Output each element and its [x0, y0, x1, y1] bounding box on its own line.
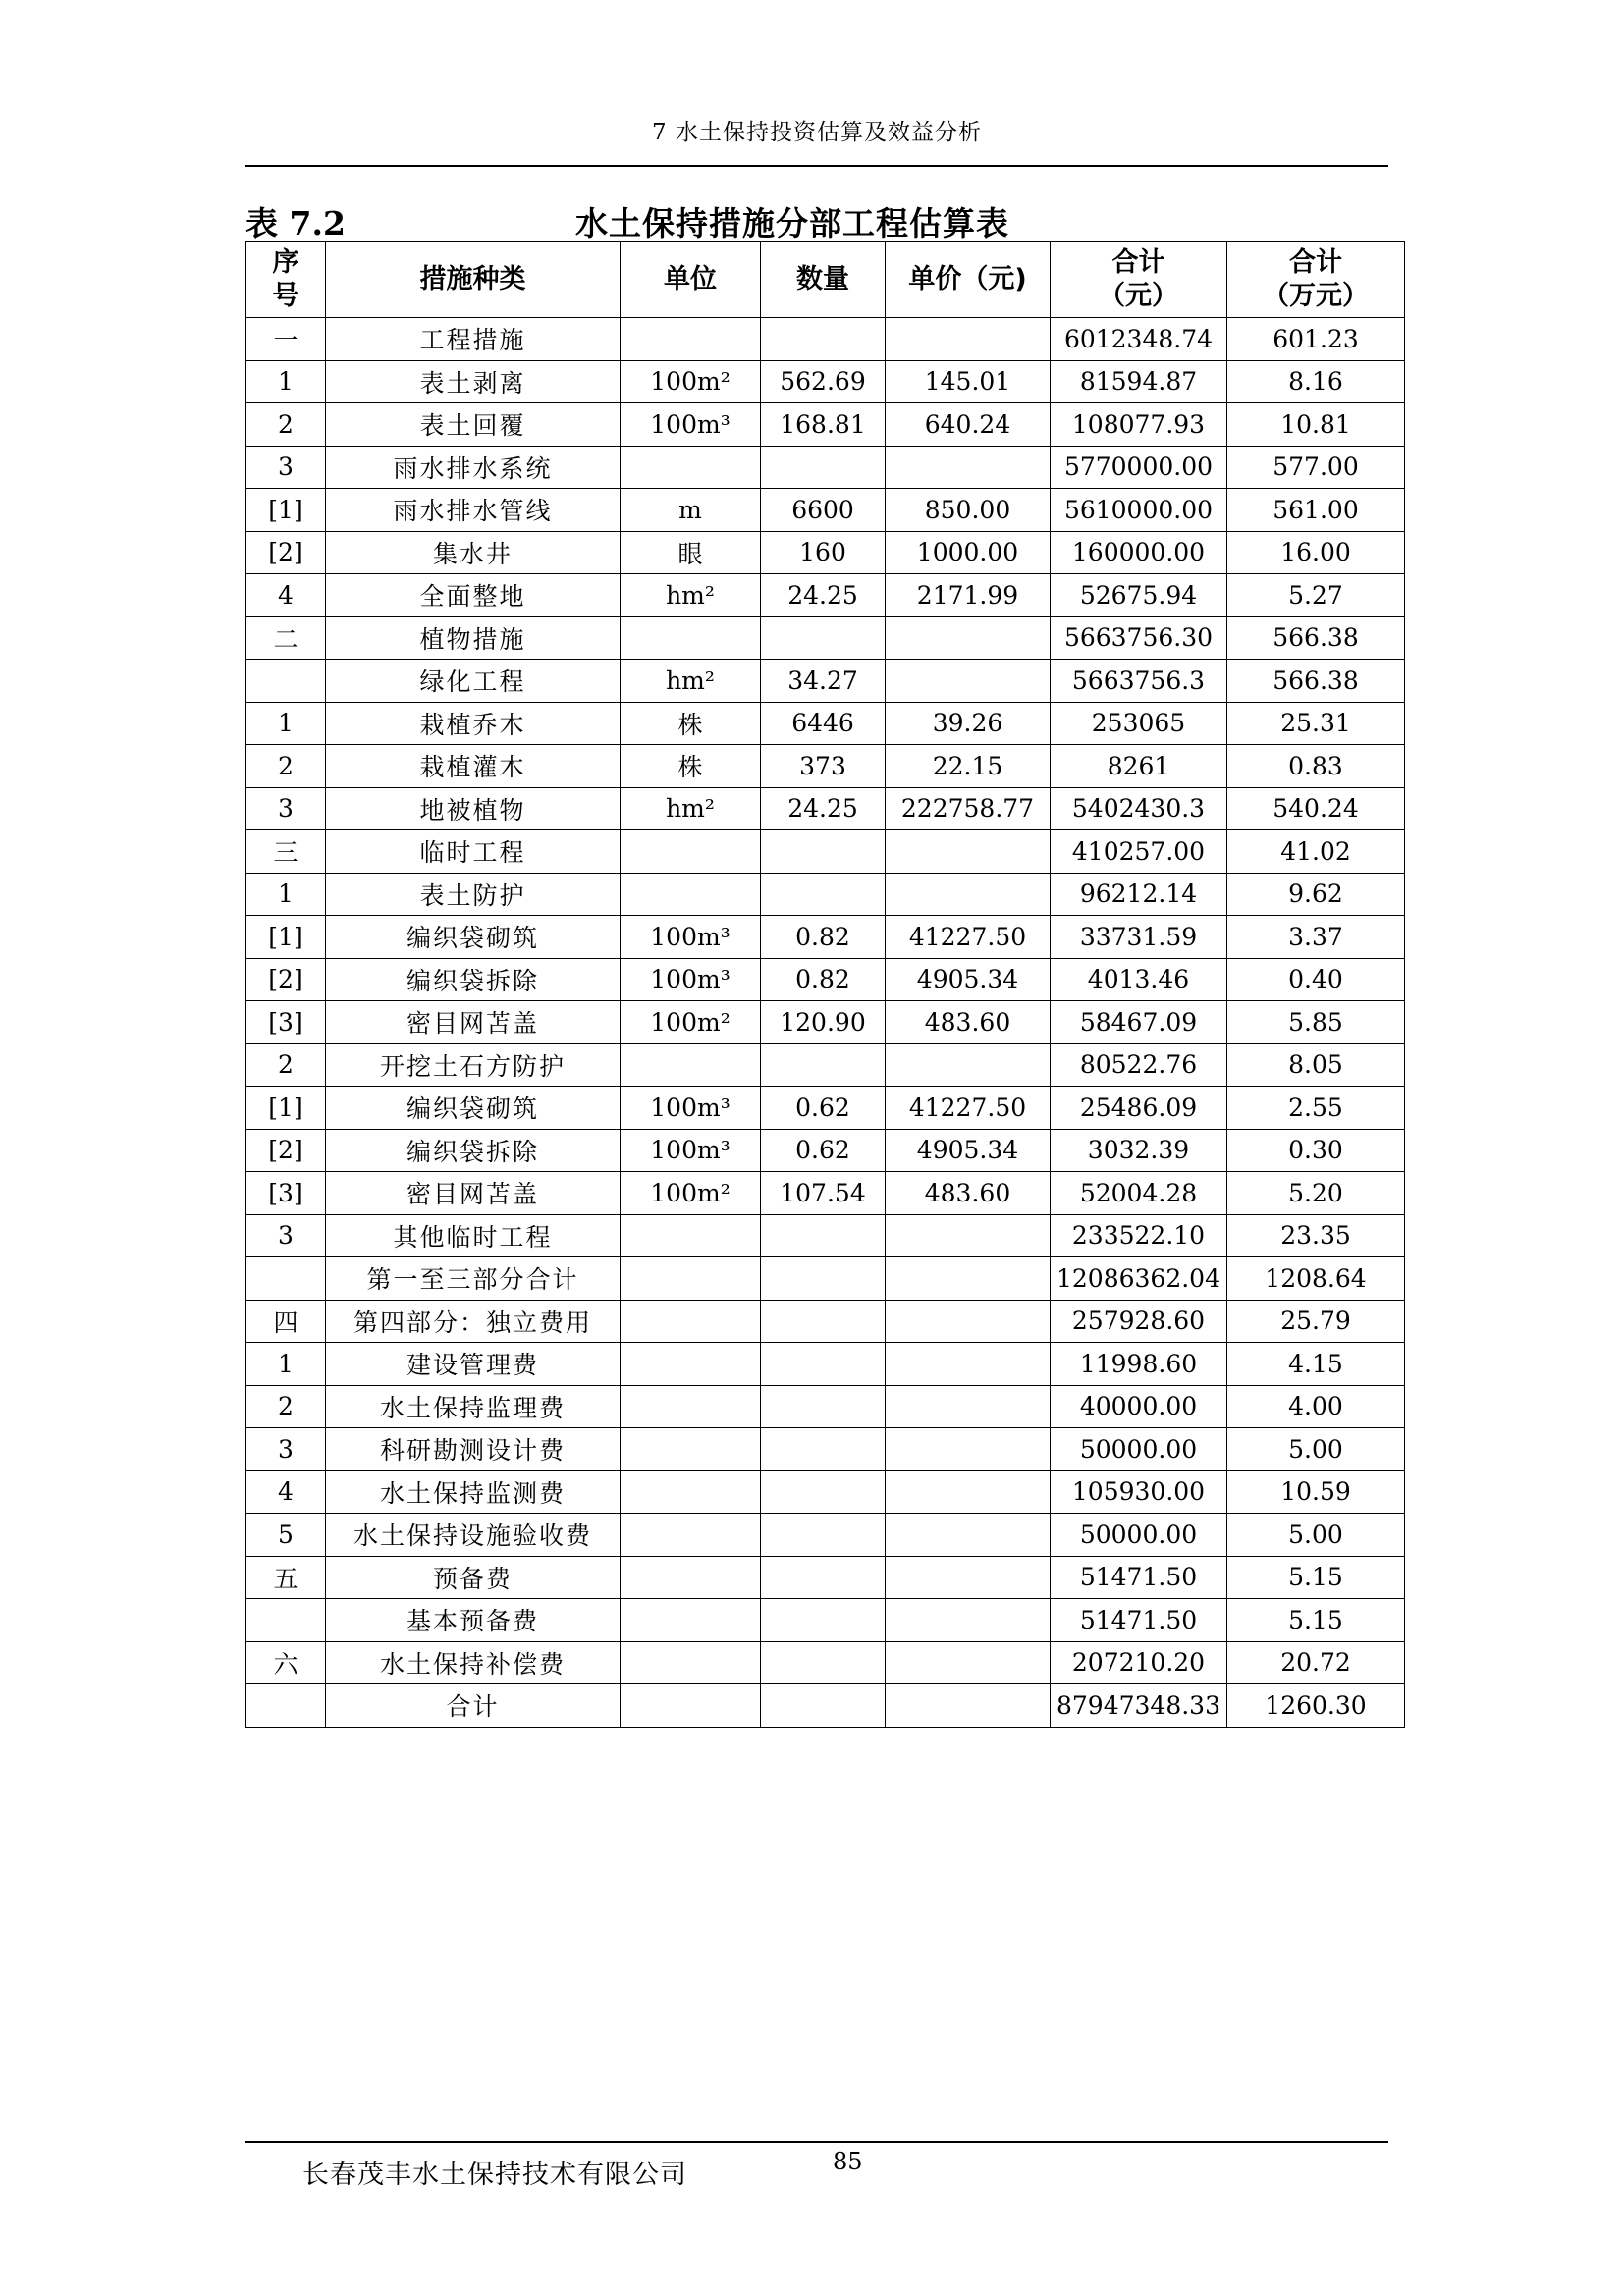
cell-measure-name: 水土保持设施验收费 — [326, 1514, 621, 1557]
header-total-yuan — [1051, 242, 1227, 318]
table-row — [246, 318, 1405, 361]
cell-quantity: 168.81 — [761, 403, 886, 447]
cell-seq: 2 — [246, 1043, 326, 1087]
cell-unit: 100m³ — [621, 1129, 761, 1172]
cell-unit-price: 4905.34 — [886, 1129, 1051, 1172]
cell-total-wan: 9.62 — [1227, 873, 1405, 916]
footer-rule — [245, 2141, 1388, 2143]
table-row — [246, 1043, 1405, 1087]
cell-unit — [621, 1043, 761, 1087]
cell-seq: [3] — [246, 1001, 326, 1044]
cell-total-yuan: 50000.00 — [1051, 1514, 1227, 1557]
cell-quantity — [761, 830, 886, 874]
cell-unit-price — [886, 1343, 1051, 1386]
cell-seq — [246, 660, 326, 703]
header-text: 单位 — [664, 264, 717, 294]
cell-unit-price: 39.26 — [886, 702, 1051, 745]
cell-quantity — [761, 1556, 886, 1599]
cell-total-yuan: 52004.28 — [1051, 1172, 1227, 1215]
cell-total-yuan: 51471.50 — [1051, 1556, 1227, 1599]
header-quantity — [761, 242, 886, 318]
cell-unit: 100m² — [621, 360, 761, 403]
table-row — [246, 1470, 1405, 1514]
cell-quantity: 0.62 — [761, 1129, 886, 1172]
cell-quantity: 373 — [761, 745, 886, 788]
cell-unit: 株 — [621, 702, 761, 745]
cell-measure-name: 密目网苫盖 — [326, 1001, 621, 1044]
cell-unit-price — [886, 318, 1051, 361]
cell-unit: 100m³ — [621, 1087, 761, 1130]
cell-measure-name: 第四部分：独立费用 — [326, 1300, 621, 1343]
cell-unit-price — [886, 446, 1051, 489]
cell-total-yuan: 25486.09 — [1051, 1087, 1227, 1130]
cell-seq: 六 — [246, 1641, 326, 1684]
header-row — [246, 242, 1405, 318]
table-row — [246, 916, 1405, 959]
cell-measure-name: 基本预备费 — [326, 1599, 621, 1642]
cell-total-wan: 5.00 — [1227, 1428, 1405, 1471]
cell-total-wan: 3.37 — [1227, 916, 1405, 959]
table-row — [246, 1214, 1405, 1257]
cell-unit: 100m² — [621, 1172, 761, 1215]
table-row — [246, 873, 1405, 916]
cell-seq: 3 — [246, 1214, 326, 1257]
cell-total-yuan: 51471.50 — [1051, 1599, 1227, 1642]
cell-seq — [246, 1684, 326, 1728]
table-row — [246, 403, 1405, 447]
cell-measure-name: 密目网苫盖 — [326, 1172, 621, 1215]
cell-unit-price: 41227.50 — [886, 1087, 1051, 1130]
cell-total-wan: 23.35 — [1227, 1214, 1405, 1257]
cell-quantity: 6446 — [761, 702, 886, 745]
table-row — [246, 1641, 1405, 1684]
cell-unit-price — [886, 1641, 1051, 1684]
cell-total-yuan: 5770000.00 — [1051, 446, 1227, 489]
cell-unit-price: 22.15 — [886, 745, 1051, 788]
cell-measure-name: 栽植灌木 — [326, 745, 621, 788]
estimate-table — [245, 241, 1405, 1728]
table-row — [246, 616, 1405, 660]
cell-measure-name: 地被植物 — [326, 787, 621, 830]
cell-total-yuan: 5610000.00 — [1051, 489, 1227, 532]
cell-quantity — [761, 1599, 886, 1642]
cell-quantity — [761, 616, 886, 660]
cell-measure-name: 预备费 — [326, 1556, 621, 1599]
cell-measure-name: 水土保持补偿费 — [326, 1641, 621, 1684]
cell-quantity: 160 — [761, 531, 886, 574]
cell-total-wan: 10.59 — [1227, 1470, 1405, 1514]
cell-seq: 三 — [246, 830, 326, 874]
cell-quantity: 24.25 — [761, 574, 886, 617]
cell-quantity — [761, 1428, 886, 1471]
cell-unit-price — [886, 1043, 1051, 1087]
cell-unit — [621, 1599, 761, 1642]
table-row — [246, 1599, 1405, 1642]
cell-total-yuan: 96212.14 — [1051, 873, 1227, 916]
cell-measure-name: 栽植乔木 — [326, 702, 621, 745]
cell-unit-price — [886, 616, 1051, 660]
cell-total-yuan: 87947348.33 — [1051, 1684, 1227, 1728]
cell-unit — [621, 1257, 761, 1301]
cell-quantity: 0.82 — [761, 916, 886, 959]
cell-unit: 株 — [621, 745, 761, 788]
cell-seq: 5 — [246, 1514, 326, 1557]
cell-total-wan: 4.15 — [1227, 1343, 1405, 1386]
cell-unit — [621, 446, 761, 489]
header-text: 序 — [272, 247, 299, 278]
cell-total-yuan: 8261 — [1051, 745, 1227, 788]
table-row — [246, 489, 1405, 532]
table-row — [246, 1684, 1405, 1728]
cell-measure-name: 表土防护 — [326, 873, 621, 916]
cell-unit — [621, 1428, 761, 1471]
cell-measure-name: 其他临时工程 — [326, 1214, 621, 1257]
cell-quantity — [761, 1300, 886, 1343]
cell-total-yuan: 3032.39 — [1051, 1129, 1227, 1172]
cell-unit-price — [886, 1470, 1051, 1514]
cell-seq: [3] — [246, 1172, 326, 1215]
cell-unit — [621, 1343, 761, 1386]
cell-total-wan: 0.83 — [1227, 745, 1405, 788]
cell-total-wan: 25.31 — [1227, 702, 1405, 745]
cell-total-wan: 5.27 — [1227, 574, 1405, 617]
cell-unit: 100m² — [621, 1001, 761, 1044]
cell-total-yuan: 5663756.3 — [1051, 660, 1227, 703]
table-row — [246, 1129, 1405, 1172]
cell-unit-price — [886, 1599, 1051, 1642]
cell-total-yuan: 257928.60 — [1051, 1300, 1227, 1343]
cell-total-yuan: 410257.00 — [1051, 830, 1227, 874]
cell-total-yuan: 80522.76 — [1051, 1043, 1227, 1087]
cell-measure-name: 水土保持监测费 — [326, 1470, 621, 1514]
cell-quantity: 562.69 — [761, 360, 886, 403]
table-row — [246, 446, 1405, 489]
cell-total-wan: 540.24 — [1227, 787, 1405, 830]
header-total-wan — [1227, 242, 1405, 318]
header-text: 单价（元) — [908, 264, 1027, 294]
table-row — [246, 1514, 1405, 1557]
table-row — [246, 745, 1405, 788]
cell-seq: 五 — [246, 1556, 326, 1599]
cell-seq: 3 — [246, 446, 326, 489]
cell-seq: [1] — [246, 1087, 326, 1130]
cell-measure-name: 水土保持监理费 — [326, 1385, 621, 1428]
cell-quantity — [761, 1043, 886, 1087]
running-header: 7 水土保持投资估算及效益分析 — [652, 120, 982, 145]
cell-total-wan: 561.00 — [1227, 489, 1405, 532]
cell-unit — [621, 873, 761, 916]
cell-total-yuan: 108077.93 — [1051, 403, 1227, 447]
cell-quantity — [761, 1385, 886, 1428]
cell-unit-price: 2171.99 — [886, 574, 1051, 617]
table-caption — [245, 194, 1404, 240]
table-row — [246, 1556, 1405, 1599]
cell-quantity — [761, 318, 886, 361]
table-header — [246, 242, 1405, 318]
cell-total-yuan: 207210.20 — [1051, 1641, 1227, 1684]
cell-measure-name: 集水井 — [326, 531, 621, 574]
cell-unit: hm² — [621, 787, 761, 830]
cell-measure-name: 绿化工程 — [326, 660, 621, 703]
cell-total-wan: 1260.30 — [1227, 1684, 1405, 1728]
page-number: 85 — [833, 2148, 863, 2175]
cell-unit-price: 145.01 — [886, 360, 1051, 403]
cell-total-yuan: 11998.60 — [1051, 1343, 1227, 1386]
cell-unit — [621, 830, 761, 874]
cell-seq: [1] — [246, 916, 326, 959]
cell-unit-price: 41227.50 — [886, 916, 1051, 959]
cell-seq: [1] — [246, 489, 326, 532]
cell-quantity — [761, 1514, 886, 1557]
cell-unit-price: 640.24 — [886, 403, 1051, 447]
cell-total-wan: 566.38 — [1227, 660, 1405, 703]
cell-total-yuan: 52675.94 — [1051, 574, 1227, 617]
cell-seq: 4 — [246, 1470, 326, 1514]
table-row — [246, 1385, 1405, 1428]
cell-unit-price: 483.60 — [886, 1001, 1051, 1044]
cell-seq: 二 — [246, 616, 326, 660]
cell-seq: 2 — [246, 403, 326, 447]
cell-seq: 4 — [246, 574, 326, 617]
cell-total-wan: 5.15 — [1227, 1599, 1405, 1642]
cell-total-wan: 0.40 — [1227, 958, 1405, 1001]
cell-unit-price — [886, 1556, 1051, 1599]
cell-seq: [2] — [246, 958, 326, 1001]
table-row — [246, 958, 1405, 1001]
table-row — [246, 574, 1405, 617]
cell-total-wan: 16.00 — [1227, 531, 1405, 574]
cell-quantity — [761, 1641, 886, 1684]
cell-total-wan: 8.16 — [1227, 360, 1405, 403]
cell-unit — [621, 1385, 761, 1428]
cell-unit: 100m³ — [621, 403, 761, 447]
cell-unit-price — [886, 1428, 1051, 1471]
cell-measure-name: 建设管理费 — [326, 1343, 621, 1386]
cell-unit — [621, 1684, 761, 1728]
cell-measure-name: 表土回覆 — [326, 403, 621, 447]
cell-total-yuan: 4013.46 — [1051, 958, 1227, 1001]
cell-total-yuan: 33731.59 — [1051, 916, 1227, 959]
cell-quantity: 0.82 — [761, 958, 886, 1001]
cell-seq: 1 — [246, 1343, 326, 1386]
cell-seq — [246, 1599, 326, 1642]
cell-measure-name: 科研勘测设计费 — [326, 1428, 621, 1471]
cell-unit: 眼 — [621, 531, 761, 574]
cell-unit-price: 1000.00 — [886, 531, 1051, 574]
cell-total-wan: 5.15 — [1227, 1556, 1405, 1599]
cell-unit — [621, 1514, 761, 1557]
cell-total-wan: 5.20 — [1227, 1172, 1405, 1215]
table-row — [246, 1257, 1405, 1301]
table-row — [246, 1087, 1405, 1130]
cell-total-yuan: 58467.09 — [1051, 1001, 1227, 1044]
table-row — [246, 1343, 1405, 1386]
cell-unit-price — [886, 1214, 1051, 1257]
cell-unit-price — [886, 660, 1051, 703]
header-unit-price — [886, 242, 1051, 318]
table-body — [246, 318, 1405, 1728]
cell-quantity: 107.54 — [761, 1172, 886, 1215]
cell-quantity: 0.62 — [761, 1087, 886, 1130]
cell-unit — [621, 318, 761, 361]
header-text: 合计 — [1289, 247, 1342, 278]
header-seq — [246, 242, 326, 318]
cell-quantity — [761, 446, 886, 489]
cell-seq: 3 — [246, 1428, 326, 1471]
cell-seq: 3 — [246, 787, 326, 830]
cell-measure-name: 合计 — [326, 1684, 621, 1728]
cell-quantity — [761, 1257, 886, 1301]
table-row — [246, 660, 1405, 703]
header-measure — [326, 242, 621, 318]
cell-total-wan: 566.38 — [1227, 616, 1405, 660]
cell-measure-name: 编织袋砌筑 — [326, 1087, 621, 1130]
cell-total-yuan: 81594.87 — [1051, 360, 1227, 403]
cell-unit: 100m³ — [621, 958, 761, 1001]
header-text: 措施种类 — [419, 264, 526, 294]
cell-measure-name: 临时工程 — [326, 830, 621, 874]
cell-seq — [246, 1257, 326, 1301]
cell-total-wan: 25.79 — [1227, 1300, 1405, 1343]
cell-measure-name: 表土剥离 — [326, 360, 621, 403]
cell-measure-name: 编织袋拆除 — [326, 1129, 621, 1172]
cell-unit-price — [886, 1300, 1051, 1343]
cell-unit-price: 850.00 — [886, 489, 1051, 532]
cell-measure-name: 雨水排水系统 — [326, 446, 621, 489]
cell-quantity — [761, 873, 886, 916]
footer-company: 长春茂丰水土保持技术有限公司 — [302, 2160, 687, 2190]
cell-seq: 一 — [246, 318, 326, 361]
cell-seq: [2] — [246, 1129, 326, 1172]
cell-total-yuan: 105930.00 — [1051, 1470, 1227, 1514]
cell-measure-name: 编织袋拆除 — [326, 958, 621, 1001]
cell-total-yuan: 5402430.3 — [1051, 787, 1227, 830]
cell-measure-name: 第一至三部分合计 — [326, 1257, 621, 1301]
cell-unit-price: 222758.77 — [886, 787, 1051, 830]
cell-unit — [621, 1214, 761, 1257]
cell-unit — [621, 616, 761, 660]
table-title: 水土保持措施分部工程估算表 — [575, 204, 1009, 242]
cell-total-wan: 577.00 — [1227, 446, 1405, 489]
table-number: 表 7.2 — [245, 204, 346, 242]
cell-unit: m — [621, 489, 761, 532]
cell-unit — [621, 1300, 761, 1343]
cell-quantity: 120.90 — [761, 1001, 886, 1044]
cell-total-yuan: 233522.10 — [1051, 1214, 1227, 1257]
cell-seq: [2] — [246, 531, 326, 574]
cell-measure-name: 工程措施 — [326, 318, 621, 361]
cell-total-yuan: 50000.00 — [1051, 1428, 1227, 1471]
cell-unit-price — [886, 830, 1051, 874]
cell-total-wan: 2.55 — [1227, 1087, 1405, 1130]
cell-unit-price — [886, 1257, 1051, 1301]
cell-unit — [621, 1641, 761, 1684]
cell-total-wan: 8.05 — [1227, 1043, 1405, 1087]
cell-quantity: 34.27 — [761, 660, 886, 703]
cell-seq: 1 — [246, 873, 326, 916]
cell-unit: hm² — [621, 574, 761, 617]
cell-unit: hm² — [621, 660, 761, 703]
cell-total-yuan: 5663756.30 — [1051, 616, 1227, 660]
header-text: 号 — [272, 281, 299, 311]
cell-total-yuan: 253065 — [1051, 702, 1227, 745]
cell-total-wan: 4.00 — [1227, 1385, 1405, 1428]
table-row — [246, 1300, 1405, 1343]
cell-total-wan: 1208.64 — [1227, 1257, 1405, 1301]
cell-unit — [621, 1470, 761, 1514]
cell-quantity: 24.25 — [761, 787, 886, 830]
cell-measure-name: 编织袋砌筑 — [326, 916, 621, 959]
cell-quantity — [761, 1343, 886, 1386]
cell-total-wan: 5.00 — [1227, 1514, 1405, 1557]
cell-seq: 2 — [246, 1385, 326, 1428]
cell-total-wan: 20.72 — [1227, 1641, 1405, 1684]
table-row — [246, 531, 1405, 574]
cell-quantity: 6600 — [761, 489, 886, 532]
cell-total-yuan: 160000.00 — [1051, 531, 1227, 574]
cell-total-yuan: 6012348.74 — [1051, 318, 1227, 361]
cell-total-yuan: 40000.00 — [1051, 1385, 1227, 1428]
header-text: （元） — [1099, 281, 1178, 311]
cell-seq: 四 — [246, 1300, 326, 1343]
cell-total-wan: 10.81 — [1227, 403, 1405, 447]
cell-total-wan: 601.23 — [1227, 318, 1405, 361]
cell-measure-name: 雨水排水管线 — [326, 489, 621, 532]
cell-unit-price — [886, 1514, 1051, 1557]
table-row — [246, 360, 1405, 403]
cell-unit: 100m³ — [621, 916, 761, 959]
cell-unit-price — [886, 873, 1051, 916]
cell-total-wan: 5.85 — [1227, 1001, 1405, 1044]
cell-measure-name: 全面整地 — [326, 574, 621, 617]
table-row — [246, 1172, 1405, 1215]
cell-unit-price: 4905.34 — [886, 958, 1051, 1001]
table-row — [246, 1001, 1405, 1044]
cell-measure-name: 植物措施 — [326, 616, 621, 660]
cell-unit — [621, 1556, 761, 1599]
cell-seq: 1 — [246, 702, 326, 745]
cell-unit-price — [886, 1385, 1051, 1428]
cell-unit-price — [886, 1684, 1051, 1728]
table-row — [246, 830, 1405, 874]
table-row — [246, 787, 1405, 830]
header-text: 合计 — [1111, 247, 1165, 278]
header-text: （万元） — [1263, 281, 1369, 311]
cell-unit-price: 483.60 — [886, 1172, 1051, 1215]
cell-total-yuan: 12086362.04 — [1051, 1257, 1227, 1301]
cell-total-wan: 0.30 — [1227, 1129, 1405, 1172]
table-row — [246, 702, 1405, 745]
header-text: 数量 — [796, 264, 849, 294]
cell-quantity — [761, 1470, 886, 1514]
cell-quantity — [761, 1684, 886, 1728]
cell-total-wan: 41.02 — [1227, 830, 1405, 874]
cell-quantity — [761, 1214, 886, 1257]
header-rule — [245, 165, 1388, 167]
table-row — [246, 1428, 1405, 1471]
cell-seq: 1 — [246, 360, 326, 403]
cell-measure-name: 开挖土石方防护 — [326, 1043, 621, 1087]
header-unit — [621, 242, 761, 318]
cell-seq: 2 — [246, 745, 326, 788]
